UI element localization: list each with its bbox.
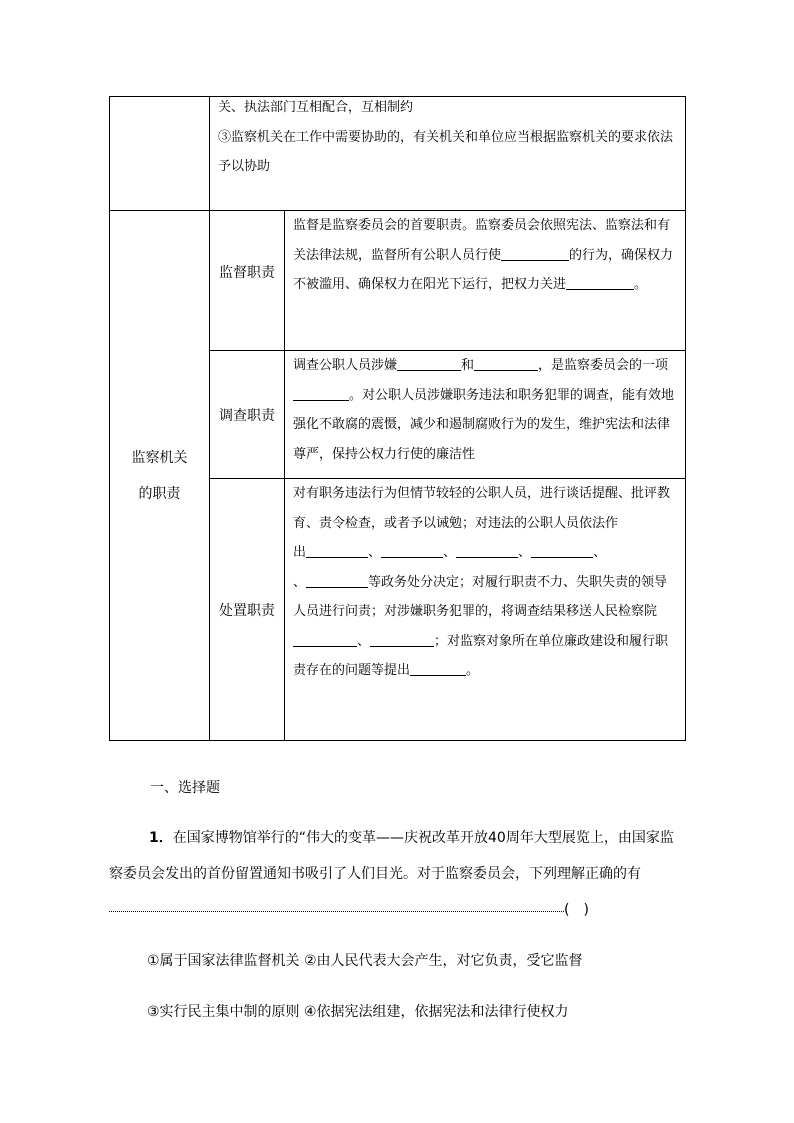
separator: 、 [293,574,307,590]
blank-field [501,244,569,261]
blank-field [306,541,368,558]
question-stem: 在国家博物馆举行的“伟大的变革——庆祝改革开放40周年大型展览上，由国家监察委员会发出的首份留置通知书吸引了人们目光。对于监察委员会，下列理解正确的有 [109,830,674,882]
investigation-text-a: 调查公职人员涉嫌 [293,358,398,373]
cooperation-cell [210,97,686,211]
separator: 、 [443,545,457,560]
supervision-text-b: 的行为，确保权力不被滥用、确保权力在阳光下运行，把权力关进 [293,247,674,292]
investigation-content [285,351,686,479]
question-1 [109,820,685,928]
blank-field [566,273,634,290]
blank-field [474,354,538,371]
question-number: 1． [149,830,173,846]
supervision-label: 监督职责 [210,211,285,351]
disposal-text-e: 。 [466,663,480,678]
investigation-text-c: ，是监察委员会的一项 [538,358,669,373]
supervision-text-a: 监督是监察委员会的首要职责。监察委员会依照宪法、监察法和有关法律法规，监督所有公职人员行使 [293,218,671,263]
blank-field [531,541,593,558]
investigation-text-d: 。对公职人员涉嫌职务违法和职务犯罪的调查，能有效地强化不敢腐的震慑，减少和遏制腐败行为的发生，维护宪法和法律尊严，保持公权力行使的廉洁性 [293,387,675,462]
disposal-text-b: 出 [293,545,307,560]
option-line-1: ①属于国家法律监督机关 ②由人民代表大会产生，对它负责，受它监督 [147,953,583,969]
leader-dots [109,899,564,912]
category-cell [110,211,210,741]
blank-field [410,659,466,676]
blank-field [293,630,357,647]
answer-paren: ( ) [564,902,589,918]
investigation-text-b: 和 [461,358,475,373]
separator: 、 [518,545,532,560]
disposal-label: 处置职责 [210,479,285,741]
disposal-text-d: ；对监察对象所在单位廉政建设和履行职责存在的问题等提出 [293,633,669,678]
blank-field [397,354,461,371]
table-row [110,97,686,211]
option-line-2: ③实行民主集中制的原则 ④依据宪法组建，依据宪法和法律行使权力 [147,1004,569,1020]
disposal-text-c: 等政务处分决定；对履行职责不力、失职失责的领导人员进行问责；对涉嫌职务犯罪的，将调查结果移送人民检察院 [293,574,668,619]
table-row [110,211,686,351]
separator: 、 [357,633,371,649]
supervision-text-c: 。 [634,277,648,292]
section-title: 一、选择题 [150,780,220,796]
investigation-label: 调查职责 [210,351,285,479]
blank-field [293,384,349,401]
disposal-content [285,479,686,741]
separator: 、 [593,545,607,560]
category-label-line1: 监察机关 [131,449,188,466]
cooperation-line1: 关、执法部门互相配合，互相制约 [218,100,414,115]
separator: 、 [368,545,382,560]
supervision-content [285,211,686,351]
cooperation-line2: ③监察机关在工作中需要协助的，有关机关和单位应当根据监察机关的要求依法予以协助 [218,129,674,174]
blank-field [456,541,518,558]
blank-field [370,630,434,647]
disposal-text-a: 对有职务违法行为但情节较轻的公职人员，进行谈话提醒、批评教育、责令检查，或者予以诫勉；对违法的公职人员依法作 [293,486,671,531]
empty-cell [110,97,210,211]
blank-field [381,541,443,558]
category-label-line2: 的职责 [138,485,181,502]
duties-table [109,96,686,741]
blank-field [306,571,368,588]
